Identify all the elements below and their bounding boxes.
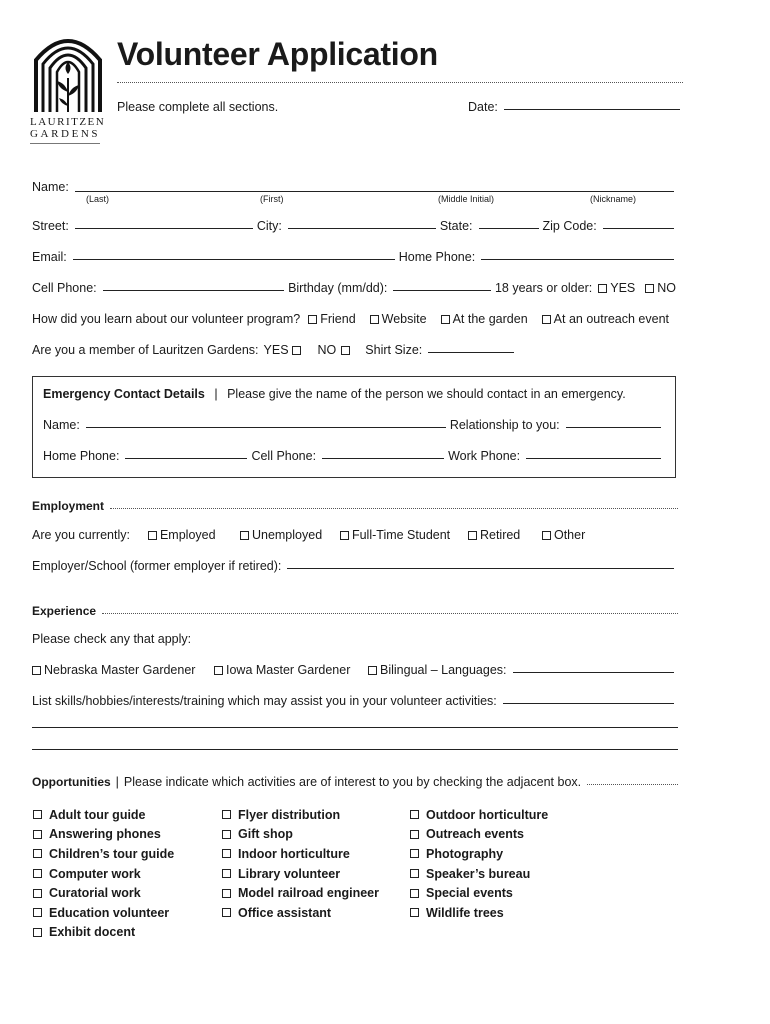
instruction-text: Please complete all sections.: [117, 100, 279, 114]
learn-option-outreach[interactable]: At an outreach event: [542, 312, 669, 326]
experience-options-row: [32, 663, 678, 677]
cell-phone-field[interactable]: [103, 290, 284, 291]
opportunities-title: Opportunities: [32, 775, 111, 789]
page-title: Volunteer Application: [117, 36, 438, 72]
work-phone-label: Work Phone:: [448, 449, 521, 463]
emergency-name-label: Name:: [43, 418, 80, 432]
employment-option-employed[interactable]: Employed: [148, 528, 240, 542]
city-field[interactable]: [288, 228, 436, 229]
emergency-contact-box: [32, 376, 676, 478]
member-no-option[interactable]: NO: [318, 343, 354, 357]
skills-field[interactable]: [503, 703, 674, 704]
opportunity-indoor-horticulture[interactable]: Indoor horticulture: [222, 844, 379, 864]
skills-label: List skills/hobbies/interests/training which may assist you in your volunteer activities:: [32, 694, 497, 708]
opportunity-flyer-distribution[interactable]: Flyer distribution: [222, 805, 379, 825]
email-field[interactable]: [73, 259, 395, 260]
checkbox-icon[interactable]: [542, 531, 551, 540]
emergency-name-field[interactable]: [86, 427, 446, 428]
logo-text-line1: LAURITZEN: [30, 116, 106, 128]
zip-field[interactable]: [603, 228, 674, 229]
age-question: 18 years or older:: [494, 281, 593, 295]
checkbox-icon[interactable]: [148, 531, 157, 540]
learn-option-garden[interactable]: At the garden: [441, 312, 528, 326]
checkbox-icon[interactable]: [410, 908, 419, 917]
experience-option-nebraska[interactable]: Nebraska Master Gardener: [32, 663, 214, 677]
name-first-caption: (First): [260, 194, 284, 204]
opportunity-curatorial-work[interactable]: Curatorial work: [33, 883, 174, 903]
member-question: Are you a member of Lauritzen Gardens:: [32, 343, 259, 357]
employment-question: Are you currently:: [32, 528, 130, 542]
employment-title: Employment: [32, 499, 105, 513]
checkbox-icon[interactable]: [33, 830, 42, 839]
street-label: Street:: [32, 219, 69, 233]
employment-heading: [32, 499, 678, 513]
emergency-separator: |: [214, 387, 218, 401]
employment-status-row: [32, 528, 678, 542]
checkbox-icon[interactable]: [214, 666, 223, 675]
shirt-size-label: Shirt Size:: [365, 343, 423, 357]
employment-option-unemployed[interactable]: Unemployed: [240, 528, 340, 542]
checkbox-icon[interactable]: [32, 666, 41, 675]
opportunity-adult-tour-guide[interactable]: Adult tour guide: [33, 805, 174, 825]
languages-field[interactable]: [513, 672, 675, 673]
emergency-header: [43, 387, 626, 401]
checkbox-icon[interactable]: [410, 810, 419, 819]
cell-phone-label: Cell Phone:: [32, 281, 97, 295]
email-row: [32, 250, 678, 264]
checkbox-icon[interactable]: [340, 531, 349, 540]
date-label: Date:: [468, 100, 498, 114]
checkbox-icon[interactable]: [410, 889, 419, 898]
address-row: [32, 219, 678, 233]
checkbox-icon[interactable]: [542, 315, 551, 324]
checkbox-icon[interactable]: [341, 346, 350, 355]
opportunities-col2: [222, 805, 379, 923]
skills-line-2[interactable]: [32, 727, 678, 728]
name-middle-caption: (Middle Initial): [438, 194, 495, 204]
experience-heading: [32, 604, 678, 618]
skills-row: [32, 694, 678, 708]
checkbox-icon[interactable]: [33, 908, 42, 917]
checkbox-icon[interactable]: [368, 666, 377, 675]
relationship-field[interactable]: [566, 427, 661, 428]
opportunities-col1: [33, 805, 174, 942]
emergency-cell-phone-label: Cell Phone:: [251, 449, 317, 463]
learn-row: [32, 312, 678, 326]
learn-option-friend[interactable]: Friend: [308, 312, 355, 326]
checkbox-icon[interactable]: [441, 315, 450, 324]
opportunities-separator: |: [115, 775, 119, 789]
date-field[interactable]: [468, 100, 684, 114]
experience-option-bilingual[interactable]: Bilingual – Languages:: [368, 663, 507, 677]
employment-option-student[interactable]: Full-Time Student: [340, 528, 468, 542]
opportunity-photography[interactable]: Photography: [410, 844, 548, 864]
opportunities-col3: [410, 805, 548, 923]
checkbox-icon[interactable]: [410, 849, 419, 858]
checkbox-icon[interactable]: [598, 284, 607, 293]
checkbox-icon[interactable]: [33, 928, 42, 937]
employer-field[interactable]: [287, 568, 674, 569]
opportunities-desc: Please indicate which activities are of interest to you by checking the adjacent box.: [123, 775, 582, 789]
checkbox-icon[interactable]: [33, 889, 42, 898]
checkbox-icon[interactable]: [410, 830, 419, 839]
city-label: City:: [256, 219, 282, 233]
zip-label: Zip Code:: [542, 219, 597, 233]
emergency-desc: Please give the name of the person we should contact in an emergency.: [227, 387, 626, 401]
state-field[interactable]: [479, 228, 539, 229]
name-field[interactable]: [75, 191, 674, 192]
opportunity-special-events[interactable]: Special events: [410, 883, 548, 903]
experience-instruction: Please check any that apply:: [32, 632, 192, 646]
checkbox-icon[interactable]: [645, 284, 654, 293]
opportunity-library-volunteer[interactable]: Library volunteer: [222, 864, 379, 884]
home-phone-label: Home Phone:: [398, 250, 476, 264]
experience-title: Experience: [32, 604, 97, 618]
opportunity-childrens-tour-guide[interactable]: Children’s tour guide: [33, 844, 174, 864]
emergency-home-phone-label: Home Phone:: [43, 449, 120, 463]
age-yes-option[interactable]: YES: [598, 281, 635, 295]
employment-option-other[interactable]: Other: [542, 528, 585, 542]
name-label: Name:: [32, 180, 69, 194]
checkbox-icon[interactable]: [222, 889, 231, 898]
title-dotted-rule: [117, 82, 683, 83]
garden-arch-logo-icon: [32, 26, 104, 114]
logo: [30, 26, 105, 144]
employer-row: [32, 559, 678, 573]
home-phone-field[interactable]: [481, 259, 674, 260]
logo-text-line2: GARDENS: [30, 128, 101, 140]
learn-question: How did you learn about our volunteer program?: [32, 312, 301, 326]
checkbox-icon[interactable]: [222, 830, 231, 839]
opportunity-education-volunteer[interactable]: Education volunteer: [33, 903, 174, 923]
opportunity-outdoor-horticulture[interactable]: Outdoor horticulture: [410, 805, 548, 825]
checkbox-icon[interactable]: [33, 810, 42, 819]
emergency-home-phone-field[interactable]: [125, 458, 247, 459]
state-label: State:: [439, 219, 473, 233]
checkbox-icon[interactable]: [370, 315, 379, 324]
checkbox-icon[interactable]: [292, 346, 301, 355]
checkbox-icon[interactable]: [240, 531, 249, 540]
checkbox-icon[interactable]: [33, 869, 42, 878]
checkbox-icon[interactable]: [468, 531, 477, 540]
birthday-label: Birthday (mm/dd):: [288, 281, 388, 295]
opportunity-office-assistant[interactable]: Office assistant: [222, 903, 379, 923]
opportunity-speakers-bureau[interactable]: Speaker’s bureau: [410, 864, 548, 884]
checkbox-icon[interactable]: [308, 315, 317, 324]
checkbox-icon[interactable]: [222, 869, 231, 878]
member-yes-option[interactable]: YES: [264, 343, 304, 357]
name-last-caption: (Last): [86, 194, 110, 204]
skills-line-3[interactable]: [32, 749, 678, 750]
checkbox-icon[interactable]: [222, 810, 231, 819]
opportunity-computer-work[interactable]: Computer work: [33, 864, 174, 884]
checkbox-icon[interactable]: [33, 849, 42, 858]
birthday-field[interactable]: [393, 290, 491, 291]
member-row: [32, 343, 678, 357]
checkbox-icon[interactable]: [222, 908, 231, 917]
age-no-option[interactable]: NO: [645, 281, 676, 295]
work-phone-field[interactable]: [526, 458, 661, 459]
name-row: [32, 180, 678, 194]
learn-option-website[interactable]: Website: [370, 312, 427, 326]
opportunity-outreach-events[interactable]: Outreach events: [410, 825, 548, 845]
checkbox-icon[interactable]: [410, 869, 419, 878]
emergency-phone-row: [43, 449, 665, 463]
opportunities-heading: [32, 775, 678, 789]
checkbox-icon[interactable]: [222, 849, 231, 858]
cell-row: [32, 281, 676, 295]
logo-underline: [30, 143, 100, 144]
emergency-title: Emergency Contact Details: [43, 387, 205, 401]
experience-option-iowa[interactable]: Iowa Master Gardener: [214, 663, 368, 677]
email-label: Email:: [32, 250, 67, 264]
opportunity-gift-shop[interactable]: Gift shop: [222, 825, 379, 845]
opportunity-answering-phones[interactable]: Answering phones: [33, 825, 174, 845]
emergency-cell-phone-field[interactable]: [322, 458, 444, 459]
employment-option-retired[interactable]: Retired: [468, 528, 542, 542]
street-field[interactable]: [75, 228, 253, 229]
shirt-size-field[interactable]: [428, 352, 514, 353]
opportunity-exhibit-docent[interactable]: Exhibit docent: [33, 923, 174, 943]
opportunity-wildlife-trees[interactable]: Wildlife trees: [410, 903, 548, 923]
opportunity-model-railroad-engineer[interactable]: Model railroad engineer: [222, 883, 379, 903]
emergency-name-row: [43, 418, 665, 432]
name-nickname-caption: (Nickname): [590, 194, 637, 204]
employer-label: Employer/School (former employer if retired):: [32, 559, 282, 573]
relationship-label: Relationship to you:: [449, 418, 560, 432]
